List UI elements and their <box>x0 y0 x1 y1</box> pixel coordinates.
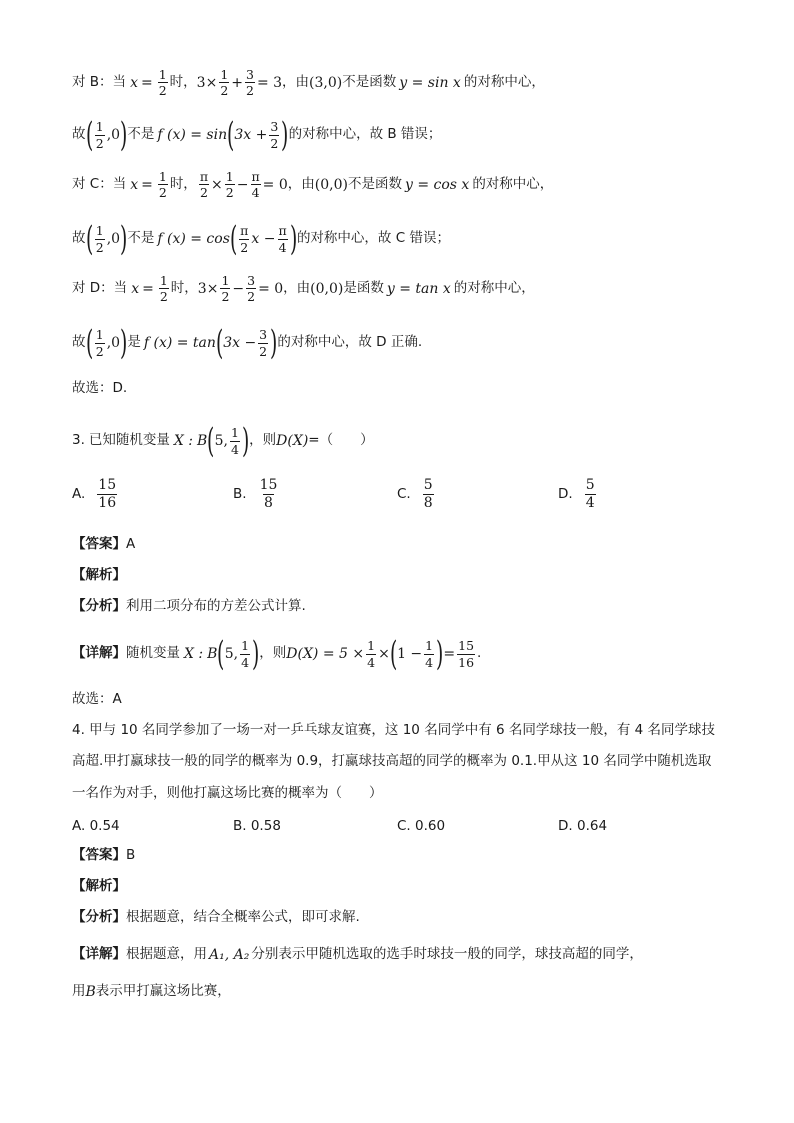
denominator: 2 <box>159 289 168 305</box>
answer-3 <box>72 538 135 552</box>
math: = 0 <box>262 176 288 193</box>
fraction <box>240 639 250 668</box>
denominator: 2 <box>220 83 229 99</box>
text: 表示甲打赢这场比赛， <box>95 983 231 1000</box>
analysis-tag-3: 【解析】 <box>72 567 126 583</box>
paren-right: ) <box>241 421 250 461</box>
option-label: D. <box>558 486 573 503</box>
paren-left: ( <box>389 634 398 674</box>
q3-option-b[interactable] <box>233 478 280 510</box>
numerator: 1 <box>221 273 230 288</box>
text: 的对称中心， <box>463 73 545 90</box>
fraction <box>239 224 249 253</box>
q4-option-a[interactable]: A. 0.54 <box>72 818 120 834</box>
answer-tag: 【答案】 <box>72 847 126 863</box>
math: X : <box>184 646 204 662</box>
fraction <box>366 639 376 668</box>
fraction <box>95 328 105 357</box>
denominator: 4 <box>425 654 434 670</box>
fraction <box>424 639 434 668</box>
denominator: 2 <box>246 83 254 99</box>
text: 已知随机变量 <box>88 432 170 449</box>
question-4-line2: 高超.甲打赢球技一般的同学的概率为 0.9，打赢球技高超的同学的概率为 0.1.甲从这 10 名同学中随机选取 <box>72 753 712 769</box>
paren-left: ( <box>85 115 93 155</box>
fraction <box>95 224 105 253</box>
option-d-analysis-line2 <box>72 323 423 363</box>
numerator: 1 <box>230 425 239 441</box>
text: 的对称中心， <box>453 279 535 296</box>
math-func: y = sin x <box>399 74 461 91</box>
denominator: 2 <box>95 343 104 359</box>
denominator: 4 <box>278 239 287 255</box>
math: = 3 <box>256 74 283 91</box>
math: = <box>142 280 154 297</box>
fraction <box>457 639 475 668</box>
option-d-analysis-line1 <box>72 274 535 303</box>
fenxi-4 <box>72 911 360 925</box>
text: 对 D：当 <box>72 279 128 296</box>
text: 分别表示甲随机选取的选手时球技一般的同学，球技高超的同学， <box>251 946 643 963</box>
fraction <box>258 328 268 357</box>
math: ,0 <box>106 335 121 351</box>
numerator: 1 <box>225 169 234 184</box>
text: 的对称中心，故 B 错误； <box>288 126 442 143</box>
math-point: (3,0) <box>309 74 343 91</box>
math-func: f (x) = tan <box>143 335 216 351</box>
fraction <box>159 274 169 303</box>
numerator: π <box>278 223 287 239</box>
fenxi-tag: 【分析】 <box>72 909 126 925</box>
answer-tag: 【答案】 <box>72 536 126 552</box>
text: 是函数 <box>343 279 384 296</box>
math: = <box>141 176 153 193</box>
math: 3 <box>197 280 207 297</box>
text: ，则 <box>259 645 287 662</box>
math: ,0 <box>106 127 121 143</box>
choose-answer-2: 故选：D. <box>72 380 128 396</box>
paren-left: ( <box>85 219 93 259</box>
paren-right: ) <box>252 634 260 674</box>
denominator: 4 <box>251 185 260 201</box>
paren-left: ( <box>85 323 93 363</box>
text: 故 <box>72 126 86 143</box>
math: x − <box>251 231 276 247</box>
denominator: 2 <box>158 83 167 99</box>
math: D(X) = 5 × <box>286 646 365 662</box>
denominator: 2 <box>225 185 234 201</box>
fraction <box>158 68 168 97</box>
q4-option-d[interactable]: D. 0.64 <box>558 818 608 834</box>
denominator: 2 <box>247 289 256 305</box>
fraction <box>220 274 230 303</box>
denominator: 4 <box>585 494 595 511</box>
numerator: 1 <box>241 638 250 654</box>
q3-option-a[interactable] <box>72 478 119 510</box>
fraction <box>259 478 279 510</box>
math: − <box>236 176 249 193</box>
paren-left: ( <box>227 115 235 155</box>
fraction <box>245 68 255 97</box>
detail-tag: 【详解】 <box>72 645 126 662</box>
numerator: π <box>240 223 249 239</box>
text: 时， <box>169 175 197 192</box>
math: B <box>85 984 96 1000</box>
text: =（ ） <box>308 432 374 449</box>
question-4-line1: 4. 甲与 10 名同学参加了一场一对一乒乓球友谊赛，这 10 名同学中有 6 名同学球技一般，有 4 名同学球技 <box>72 722 716 738</box>
numerator: π <box>199 169 209 184</box>
text: 对 C：当 <box>72 175 127 192</box>
math: X : <box>173 433 194 449</box>
paren-right: ) <box>120 115 128 155</box>
math-func: f (x) = cos <box>157 231 230 247</box>
math: − <box>232 280 245 297</box>
text: 的对称中心，故 D 正确. <box>277 334 423 351</box>
q4-option-b[interactable]: B. 0.58 <box>233 818 281 834</box>
text: . <box>477 645 482 662</box>
text: 的对称中心， <box>472 175 554 192</box>
math: ,0 <box>106 231 121 247</box>
choose-answer-3: 故选：A <box>72 691 122 707</box>
numerator: 1 <box>158 169 167 184</box>
text: 不是函数 <box>347 175 402 192</box>
text: 时， <box>169 73 197 90</box>
math: = <box>443 646 456 662</box>
math: D(X) <box>276 433 309 449</box>
text: 不是 <box>127 230 155 247</box>
numerator: 5 <box>585 477 595 493</box>
numerator: 1 <box>158 67 167 82</box>
text: 用 <box>72 983 86 1000</box>
detail-tag: 【详解】 <box>72 946 126 963</box>
numerator: 1 <box>159 273 168 288</box>
math: + <box>231 74 243 91</box>
math-func: y = tan x <box>386 280 451 297</box>
fraction <box>269 120 279 149</box>
option-c-analysis-line2 <box>72 219 450 259</box>
math-func: y = cos x <box>404 176 470 193</box>
text: 随机变量 <box>126 645 180 662</box>
fraction <box>277 224 287 253</box>
math-point: (0,0) <box>310 280 344 297</box>
fraction <box>423 478 434 510</box>
math: × <box>206 280 219 297</box>
fraction <box>246 274 256 303</box>
paren-right: ) <box>120 219 128 259</box>
numerator: 3 <box>246 67 254 82</box>
numerator: 5 <box>423 477 433 493</box>
numerator: 1 <box>95 119 104 135</box>
paren-left: ( <box>215 323 224 363</box>
denominator: 2 <box>270 135 279 151</box>
numerator: 1 <box>220 67 229 82</box>
denominator: 4 <box>241 654 250 670</box>
answer-value: B <box>126 847 136 863</box>
math: 1 − <box>397 646 423 662</box>
text: 时， <box>170 279 198 296</box>
fraction <box>219 68 229 97</box>
q4-option-c[interactable]: C. 0.60 <box>397 818 446 834</box>
numerator: 1 <box>95 327 104 343</box>
text: 不是函数 <box>342 73 397 90</box>
q3-option-d[interactable] <box>558 478 598 510</box>
paren-left: ( <box>229 219 238 259</box>
paren-right: ) <box>281 115 289 155</box>
text: 是 <box>127 334 141 351</box>
math-point: (0,0) <box>314 176 348 193</box>
fraction <box>158 170 168 199</box>
numerator: π <box>251 169 260 184</box>
fraction <box>250 170 260 199</box>
math: A₁, A₂ <box>209 947 250 963</box>
fraction <box>97 478 117 510</box>
analysis-tag-4: 【解析】 <box>72 878 126 894</box>
math: 3 <box>196 74 206 91</box>
question-3 <box>72 421 374 461</box>
denominator: 2 <box>158 185 167 201</box>
text: 利用二项分布的方差公式计算. <box>126 598 306 614</box>
xiangjie-3 <box>72 634 482 674</box>
math-func: f (x) = sin <box>157 127 228 143</box>
math-x: x <box>130 74 138 91</box>
option-c-analysis-line1 <box>72 170 553 199</box>
option-b-analysis-line2 <box>72 115 442 155</box>
numerator: 1 <box>367 638 376 654</box>
math: 5, <box>214 433 228 449</box>
denominator: 16 <box>458 654 475 670</box>
text: ，则 <box>249 432 277 449</box>
math: 3x + <box>234 127 268 143</box>
math-eq: = <box>140 74 153 91</box>
paren-right: ) <box>436 634 444 674</box>
question-number: 3. <box>72 432 85 449</box>
text: 根据题意，用 <box>126 946 207 963</box>
numerator: 3 <box>270 119 279 135</box>
fenxi-3 <box>72 600 306 614</box>
answer-4 <box>72 849 135 863</box>
denominator: 4 <box>230 441 239 457</box>
numerator: 3 <box>247 273 256 288</box>
paren-right: ) <box>270 323 278 363</box>
question-4-line3: 一名作为对手，则他打赢这场比赛的概率为（ ） <box>72 785 383 801</box>
math: B <box>197 433 208 449</box>
text: ，由 <box>287 175 315 192</box>
denominator: 2 <box>221 289 230 305</box>
fraction <box>230 426 240 455</box>
answer-value: A <box>126 536 136 552</box>
denominator: 4 <box>367 654 376 670</box>
denominator: 2 <box>240 239 249 255</box>
fenxi-tag: 【分析】 <box>72 598 126 614</box>
numerator: 1 <box>425 638 434 654</box>
option-label: B. <box>233 486 247 503</box>
paren-right: ) <box>289 219 297 259</box>
fraction <box>95 120 105 149</box>
text: 根据题意，结合全概率公式，即可求解. <box>126 909 360 925</box>
math-x: x <box>130 176 139 193</box>
text: 不是 <box>127 126 155 143</box>
math: B <box>207 646 218 662</box>
denominator: 8 <box>264 494 273 511</box>
math-x: x <box>131 280 140 297</box>
math: 5, <box>224 646 239 662</box>
paren-right: ) <box>120 323 128 363</box>
text: 故 <box>72 230 86 247</box>
xiangjie-4 <box>72 948 643 962</box>
math: × <box>211 176 223 193</box>
xiangjie-4-line2 <box>72 985 231 999</box>
numerator: 3 <box>259 327 268 343</box>
paren-left: ( <box>207 421 215 461</box>
denominator: 8 <box>423 494 433 511</box>
text: ，由 <box>282 73 310 90</box>
option-b-analysis-line1 <box>72 68 545 97</box>
math: × <box>378 646 390 662</box>
denominator: 16 <box>98 494 117 511</box>
text: ，由 <box>283 279 311 296</box>
text: 对 B：当 <box>72 73 127 90</box>
option-label: C. <box>397 486 411 503</box>
text: 故 <box>72 334 86 351</box>
numerator: 15 <box>259 477 278 493</box>
option-label: A. <box>72 486 86 503</box>
denominator: 2 <box>95 135 104 151</box>
math: × <box>205 74 218 91</box>
denominator: 2 <box>95 239 104 255</box>
math: 3x − <box>223 335 257 351</box>
numerator: 1 <box>95 223 104 239</box>
text: 的对称中心，故 C 错误； <box>296 230 450 247</box>
numerator: 15 <box>458 638 475 654</box>
fraction <box>585 478 596 510</box>
fraction <box>225 170 235 199</box>
denominator: 2 <box>259 343 268 359</box>
numerator: 15 <box>98 477 117 493</box>
denominator: 2 <box>199 185 208 201</box>
paren-left: ( <box>217 634 225 674</box>
fraction <box>199 170 209 199</box>
q3-option-c[interactable] <box>397 478 436 510</box>
math: = 0 <box>258 280 284 297</box>
